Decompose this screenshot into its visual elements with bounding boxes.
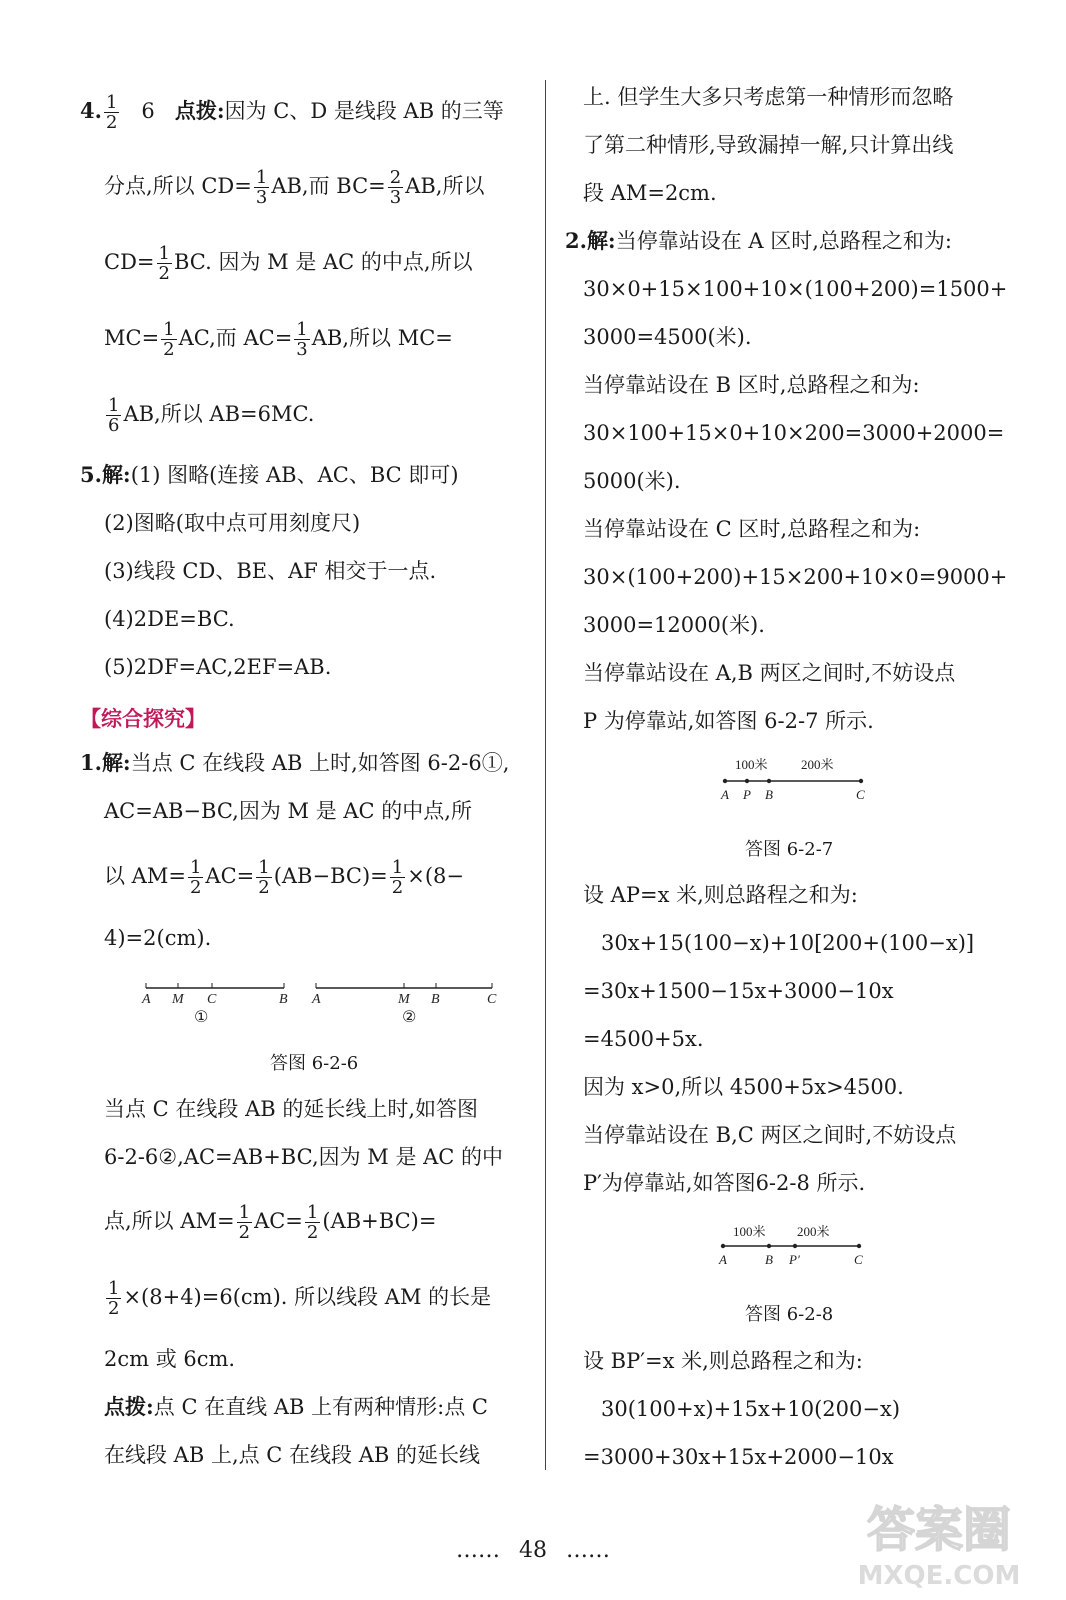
- q2-line-9: 3000=12000(米).: [583, 613, 765, 637]
- svg-text:100米: 100米: [735, 757, 768, 772]
- cont-line-1: 上. 但学生大多只考虑第一种情形而忽略: [583, 85, 954, 109]
- footer-dots-right: ……: [566, 1538, 610, 1563]
- q4-line-3: CD= $\frac{1}{2}$ BC. 因为 M 是 AC 的中点,所以: [104, 243, 473, 284]
- figure-6-2-7-caption: 答图 6-2-7: [745, 839, 834, 860]
- q5-line-3: (3)线段 CD、BE、AF 相交于一点.: [104, 559, 437, 583]
- svg-text:100米: 100米: [733, 1224, 766, 1239]
- figure-6-2-8-caption: 答图 6-2-8: [745, 1304, 834, 1325]
- q4-line-5: $\frac{1}{6}$ AB,所以 AB=6MC.: [108, 395, 315, 436]
- watermark-logo: [844, 1496, 1034, 1592]
- q2-line-10: 当停靠站设在 A,B 两区之间时,不妨设点: [583, 661, 956, 685]
- figure-6-2-7: [715, 755, 875, 805]
- svg-text:C: C: [487, 992, 497, 1007]
- figure-6-2-8: [713, 1222, 873, 1272]
- q2-line-3: 3000=4500(米).: [583, 325, 752, 349]
- hint-label: 点拨:: [174, 98, 225, 123]
- q2-line-15: =4500+5x.: [583, 1027, 704, 1051]
- svg-text:M: M: [398, 992, 410, 1007]
- e1-line-1: 1.解:当点 C 在线段 AB 上时,如答图 6-2-6①,: [80, 750, 510, 775]
- svg-text:P: P: [743, 787, 751, 802]
- q4-line-4: MC= $\frac{1}{2}$ AC,而 AC= $\frac{1}{3}$ AB,所以 MC=: [104, 319, 453, 360]
- figure-6-2-6-caption: 答图 6-2-6: [270, 1053, 359, 1074]
- svg-text:B: B: [431, 992, 440, 1007]
- column-divider: [545, 80, 546, 1470]
- q2-line-1: 2.解:当停靠站设在 A 区时,总路程之和为:: [565, 228, 952, 253]
- svg-text:答案圈: 答案圈: [866, 1502, 1012, 1558]
- svg-text:①: ①: [194, 1007, 209, 1026]
- e1-line-5: 当点 C 在线段 AB 的延长线上时,如答图: [104, 1097, 479, 1121]
- e1-line-3: 以 AM= $\frac{1}{2}$ AC= $\frac{1}{2}$ (AB−BC)= $\frac{1}{2}$ ×(8−: [104, 857, 464, 898]
- svg-text:B: B: [765, 787, 773, 802]
- q2-line-21: =3000+30x+15x+2000−10x: [583, 1445, 894, 1469]
- section-tag: 【综合探究】: [80, 706, 206, 731]
- q2-line-11: P 为停靠站,如答图 6-2-7 所示.: [583, 709, 874, 733]
- q2-line-19: 设 BP′=x 米,则总路程之和为:: [583, 1349, 863, 1373]
- q2-line-13: 30x+15(100−x)+10[200+(100−x)]: [601, 931, 975, 955]
- page-number: 48: [519, 1538, 547, 1563]
- e1-hint-line-1: 点拨:点 C 在直线 AB 上有两种情形:点 C: [104, 1394, 488, 1419]
- q2-line-16: 因为 x>0,所以 4500+5x>4500.: [583, 1075, 904, 1099]
- svg-text:B: B: [279, 992, 288, 1007]
- q2-line-18: P′为停靠站,如答图6-2-8 所示.: [583, 1171, 866, 1195]
- svg-text:B: B: [765, 1252, 773, 1267]
- e1-line-9: 2cm 或 6cm.: [104, 1347, 236, 1371]
- svg-text:P′: P′: [789, 1252, 800, 1267]
- q2-line-8: 30×(100+200)+15×200+10×0=9000+: [583, 565, 1008, 589]
- e1-line-4: 4)=2(cm).: [104, 926, 212, 950]
- svg-text:A: A: [719, 1252, 727, 1267]
- q2-line-2: 30×0+15×100+10×(100+200)=1500+: [583, 277, 1008, 301]
- q4-line-2: 分点,所以 CD= $\frac{1}{3}$ AB,而 BC= $\frac{2}{3}$ AB,所以: [104, 167, 485, 208]
- fraction: $\frac{1}{2}$: [105, 92, 118, 133]
- q5-line-1: 5.解:(1) 图略(连接 AB、AC、BC 即可): [80, 462, 459, 487]
- svg-text:200米: 200米: [797, 1224, 830, 1239]
- svg-text:MXQE.COM: MXQE.COM: [857, 1561, 1021, 1591]
- q2-line-17: 当停靠站设在 B,C 两区之间时,不妨设点: [583, 1123, 957, 1147]
- svg-text:C: C: [854, 1252, 863, 1267]
- figure-6-2-6: [140, 978, 570, 1028]
- q2-line-7: 当停靠站设在 C 区时,总路程之和为:: [583, 517, 921, 541]
- q2-line-4: 当停靠站设在 B 区时,总路程之和为:: [583, 373, 920, 397]
- q5-line-5: (5)2DF=AC,2EF=AB.: [104, 655, 332, 679]
- e1-line-6: 6-2-6②,AC=AB+BC,因为 M 是 AC 的中: [104, 1145, 504, 1169]
- q2-line-12: 设 AP=x 米,则总路程之和为:: [583, 883, 858, 907]
- q2-line-5: 30×100+15×0+10×200=3000+2000=: [583, 421, 1005, 445]
- e1-line-7: 点,所以 AM= $\frac{1}{2}$ AC= $\frac{1}{2}$ (AB+BC)=: [104, 1202, 437, 1243]
- q4-line-1: 4. $\frac{1}{2}$ 6 点拨:因为 C、D 是线段 AB 的三等: [80, 92, 504, 133]
- q2-line-6: 5000(米).: [583, 469, 681, 493]
- svg-text:C: C: [856, 787, 865, 802]
- footer-dots-left: ……: [456, 1538, 500, 1563]
- q4-number: 4.: [80, 98, 102, 123]
- q5-line-4: (4)2DE=BC.: [104, 607, 235, 631]
- cont-line-3: 段 AM=2cm.: [583, 181, 717, 205]
- svg-text:M: M: [172, 992, 184, 1007]
- e1-hint-line-2: 在线段 AB 上,点 C 在线段 AB 的延长线: [104, 1443, 480, 1467]
- q2-line-20: 30(100+x)+15x+10(200−x): [601, 1397, 901, 1421]
- svg-text:200米: 200米: [801, 757, 834, 772]
- e1-line-8: $\frac{1}{2}$ ×(8+4)=6(cm). 所以线段 AM 的长是: [108, 1278, 492, 1319]
- svg-text:C: C: [207, 992, 217, 1007]
- svg-text:A: A: [142, 992, 151, 1007]
- q2-line-14: =30x+1500−15x+3000−10x: [583, 979, 894, 1003]
- q5-line-2: (2)图略(取中点可用刻度尺): [104, 511, 361, 535]
- svg-text:A: A: [312, 992, 321, 1007]
- svg-text:A: A: [721, 787, 729, 802]
- e1-line-2: AC=AB−BC,因为 M 是 AC 的中点,所: [104, 799, 472, 823]
- svg-text:②: ②: [402, 1007, 417, 1026]
- cont-line-2: 了第二种情形,导致漏掉一解,只计算出线: [583, 133, 954, 157]
